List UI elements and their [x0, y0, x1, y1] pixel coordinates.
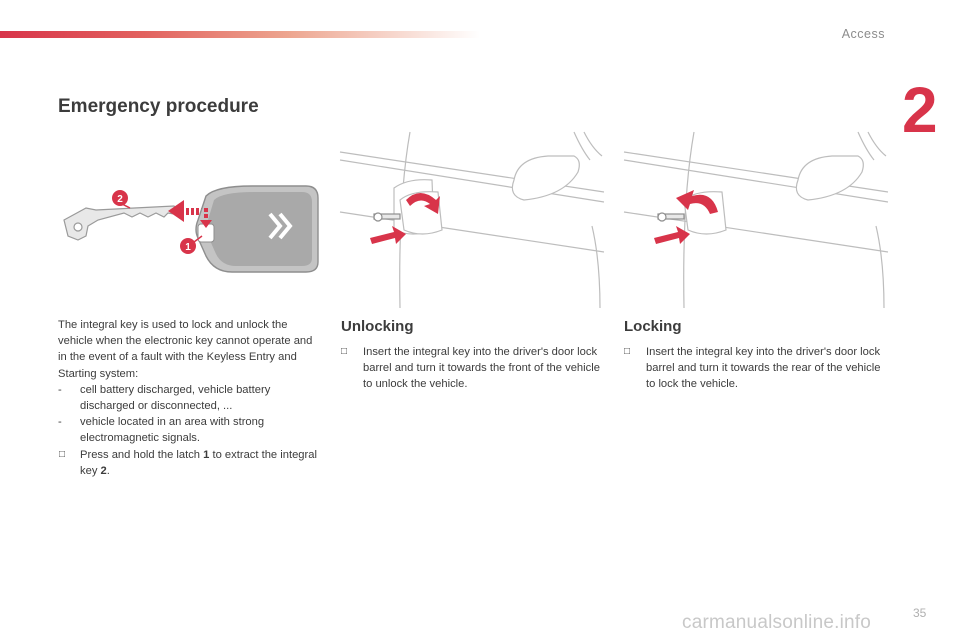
- unlocking-title: Unlocking: [341, 318, 414, 335]
- action-text-middle: to extract the integral key: [80, 448, 317, 477]
- header-accent-bar: [0, 31, 480, 38]
- door-unlock-illustration: [338, 130, 606, 310]
- watermark: carmanualsonline.info: [682, 612, 872, 633]
- integral-key-icon: [64, 206, 178, 240]
- action-item: [58, 447, 320, 479]
- unlocking-step-text: Insert the integral key into the driver's door lock barrel and turn it towards the front of the vehicle to unlock the vehicle.: [363, 346, 600, 391]
- key-ref: 2: [100, 464, 107, 477]
- key-fob-icon: [196, 186, 318, 272]
- locking-title: Locking: [624, 318, 682, 335]
- dash-mark: -: [58, 383, 62, 396]
- svg-text:1: 1: [185, 242, 191, 253]
- locking-step-text: Insert the integral key into the driver's door lock barrel and turn it towards the rear of the vehicle to lock the vehicle.: [646, 346, 881, 391]
- locking-step: [624, 344, 889, 393]
- page-title: Emergency procedure: [58, 96, 259, 117]
- action-checkbox-icon: □: [341, 346, 348, 357]
- callout-2: [112, 190, 130, 208]
- unlocking-step: [341, 344, 606, 393]
- unlocking-section: [341, 318, 606, 393]
- lock-barrel-key-icon: [658, 213, 684, 221]
- action-text-prefix: Press and hold the latch: [80, 448, 204, 461]
- condition-text: cell battery discharged, vehicle battery discharged or disconnected, ...: [80, 383, 271, 413]
- dash-mark: -: [58, 416, 62, 429]
- action-checkbox-icon: □: [59, 448, 66, 460]
- action-text-suffix: .: [106, 464, 110, 477]
- intro-paragraph: The integral key is used to lock and unlock the vehicle when the electronic key cannot operate and in the event of a fault with the Keyless Entry and Starting system:: [58, 319, 313, 380]
- locking-section: [624, 318, 889, 393]
- key-extraction-illustration: [56, 180, 326, 280]
- condition-item: [58, 414, 320, 446]
- latch-ref: 1: [203, 448, 210, 461]
- action-checkbox-icon: □: [624, 346, 631, 357]
- chapter-number: 2: [902, 74, 938, 146]
- condition-item: [58, 382, 320, 414]
- svg-text:2: 2: [117, 194, 123, 205]
- callout-1: [180, 236, 202, 254]
- section-name: Access: [841, 27, 885, 41]
- door-lock-illustration: [622, 130, 890, 310]
- intro-text: [58, 317, 320, 479]
- page-number: 35: [913, 606, 927, 620]
- condition-text: vehicle located in an area with strong electromagnetic signals.: [80, 416, 265, 445]
